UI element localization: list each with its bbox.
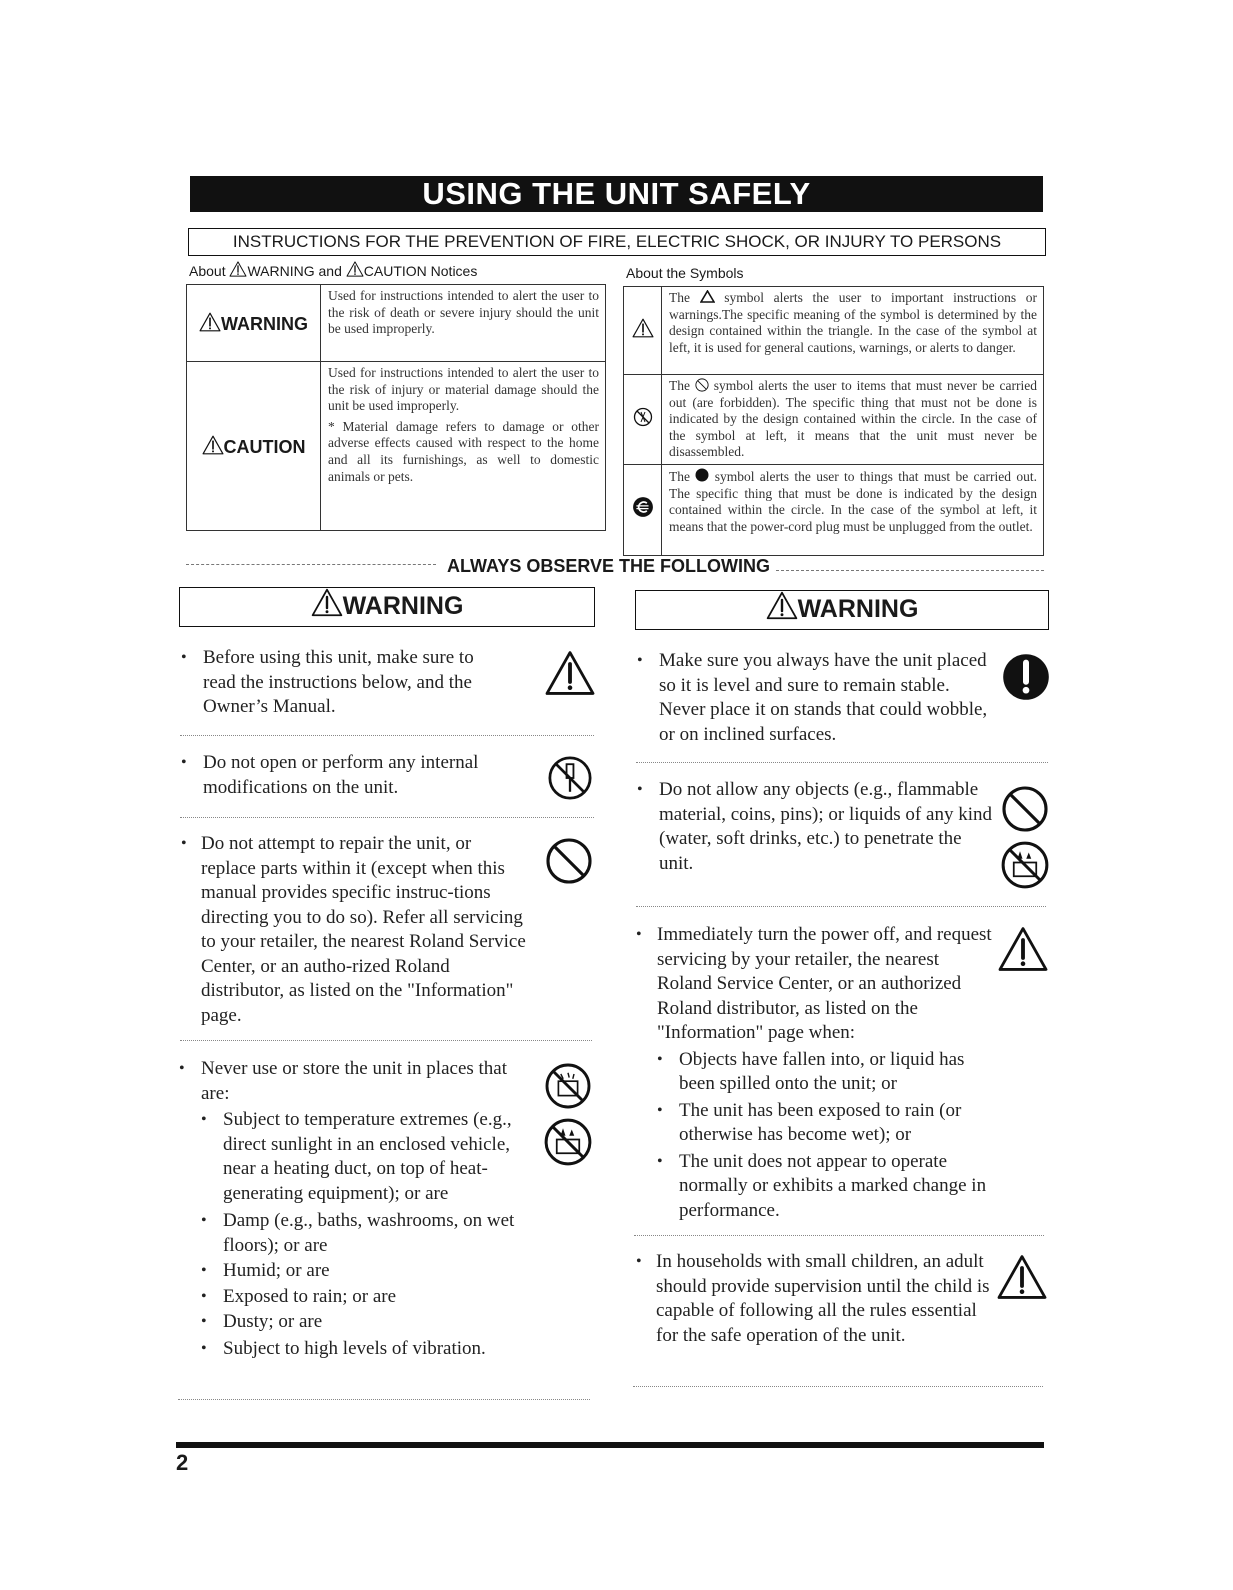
warning-triangle-icon (632, 318, 654, 338)
observe-rule-left (186, 564, 436, 565)
caution-label: CAUTION (223, 436, 306, 457)
bullet: • (181, 649, 187, 666)
caution-label-cell (187, 362, 321, 531)
separator (180, 817, 594, 818)
warning-description: Used for instructions intended to alert the user to the risk of death or severe injury should the unit be used improperly. (321, 285, 606, 362)
bullet: • (181, 754, 187, 771)
mandatory-exclamation-icon (1002, 653, 1050, 701)
left-item-text: Do not attempt to repair the unit, or replace parts within it (except when this manual provides specific instruc-tions directing you to do so). Refer all servicing to your retailer, the nearest Roland Service Center, or an autho-rized Roland distributor, as listed on the "Information" page. (201, 833, 526, 1026)
bullet: • (657, 1101, 663, 1119)
left-item-no-modify (181, 751, 521, 800)
symbols-table (623, 286, 1044, 556)
bullet: • (201, 1262, 207, 1279)
bullet: • (181, 835, 187, 852)
warning-triangle-icon (229, 261, 247, 277)
caution-note: * Material damage refers to damage or other adverse effects caused with respect to the home and all its furnishings, as well to domestic animals or pets. (328, 418, 599, 484)
bullet: • (636, 926, 642, 943)
separator (634, 1235, 1044, 1236)
bullet: • (201, 1339, 207, 1357)
observe-rule-right (776, 570, 1044, 571)
notices-heading-mid: WARNING and (247, 263, 346, 279)
sub-item-text: Humid; or are (223, 1260, 330, 1281)
symbol-desc-prefix: The (669, 378, 695, 393)
sub-item-text: Subject to temperature extremes (e.g., direct sunlight in an enclosed vehicle, near a heating duct, on top of heat-generating equipment); or are (223, 1109, 512, 1204)
warning-label: WARNING (221, 313, 308, 334)
notices-heading (189, 261, 477, 279)
notices-table (186, 284, 606, 531)
power-off-sub-item (657, 1099, 996, 1148)
caution-triangle-icon (997, 926, 1049, 972)
symbol-desc-mandatory (662, 464, 1044, 555)
power-off-sublist (657, 1048, 996, 1224)
bullet: • (637, 652, 643, 669)
right-item-power-off (636, 923, 996, 1223)
storage-sub-item (201, 1108, 524, 1206)
symbol-cell-triangle (624, 287, 662, 375)
bullet: • (201, 1111, 207, 1128)
left-item-storage-places (179, 1057, 524, 1361)
warning-box-label: WARNING (342, 592, 464, 620)
warning-triangle-icon (199, 312, 221, 332)
do-not-disassemble-icon (547, 755, 593, 801)
storage-sub-item (201, 1209, 524, 1258)
caution-triangle-icon (544, 650, 596, 696)
notices-heading-post: CAUTION Notices (363, 263, 478, 279)
footer-rule (176, 1442, 1044, 1448)
bullet: • (636, 1253, 642, 1270)
bullet: • (201, 1212, 207, 1229)
symbol-desc-prefix: The (669, 290, 700, 305)
bullet: • (637, 781, 643, 798)
prohibition-circle-icon (695, 378, 709, 392)
page-number: 2 (176, 1450, 189, 1475)
sub-item-text: Damp (e.g., baths, washrooms, on wet floors); or are (223, 1210, 515, 1256)
caution-description (321, 362, 606, 531)
sub-item-text: Subject to high levels of vibration. (223, 1337, 486, 1359)
bullet: • (657, 1050, 663, 1068)
right-item-text: Make sure you always have the unit placed so it is level and sure to remain stable. Never place it on stands that could wobble, or on inclined surfaces. (659, 650, 988, 745)
separator (180, 735, 594, 736)
unplug-icon (632, 496, 654, 518)
triangle-icon (700, 290, 715, 303)
separator (636, 906, 1046, 907)
prohibition-icon (1001, 785, 1049, 833)
instructions-heading: INSTRUCTIONS FOR THE PREVENTION OF FIRE, ELECTRIC SHOCK, OR INJURY TO PERSONS (188, 228, 1046, 256)
caution-triangle-icon (202, 435, 224, 455)
sub-item-text: The unit has been exposed to rain (or otherwise has become wet); or (679, 1099, 962, 1145)
power-off-sub-item (657, 1048, 996, 1097)
left-item-text: Do not open or perform any internal modifications on the unit. (203, 752, 479, 798)
sub-item-text: Dusty; or are (223, 1311, 323, 1332)
page-banner-title: USING THE UNIT SAFELY (190, 176, 1043, 212)
right-item-text: Immediately turn the power off, and request servicing by your retailer, the nearest Roland Service Center, or an authorized Roland distributor, as listed on the "Information" page when: (657, 924, 992, 1043)
always-observe-heading: ALWAYS OBSERVE THE FOLLOWING (447, 556, 771, 576)
warning-box-label: WARNING (797, 595, 919, 623)
symbol-desc-triangle (662, 287, 1044, 375)
symbol-desc-prefix: The (669, 468, 696, 484)
left-item-text: Never use or store the unit in places that are: (201, 1058, 508, 1104)
warning-triangle-icon (311, 588, 343, 617)
symbols-heading: About the Symbols (626, 265, 744, 281)
right-item-no-objects (637, 778, 997, 876)
left-item-no-repair (181, 832, 526, 1028)
notices-heading-pre: About (189, 263, 230, 279)
no-wet-place-icon (544, 1062, 592, 1110)
power-off-sub-item (657, 1150, 996, 1224)
warning-label-cell (187, 285, 321, 362)
bullet: • (179, 1060, 185, 1077)
sub-item-text: The unit does not appear to operate normally or exhibits a marked change in performance. (679, 1150, 987, 1221)
right-item-children (636, 1250, 996, 1348)
right-item-text: Do not allow any objects (e.g., flammable material, coins, pins); or liquids of any kind (water, soft drinks, etc.) to penetrate the unit. (659, 779, 992, 874)
storage-sub-item (201, 1259, 524, 1284)
left-item-text: Before using this unit, make sure to read the instructions below, and the Owner’s Manual. (203, 647, 474, 717)
storage-sub-item (201, 1310, 524, 1335)
separator (636, 762, 1048, 763)
symbol-desc-text: symbol alerts the user to important instructions or warnings.The specific meaning of the symbol is determined by the design contained within the triangle. In the case of the symbol at left, it is used for general cautions, warnings, or alerts to danger. (669, 290, 1037, 355)
warning-triangle-icon (766, 591, 798, 620)
sub-item-text: Exposed to rain; or are (223, 1285, 397, 1307)
sub-item-text: Objects have fallen into, or liquid has been spilled onto the unit; or (679, 1048, 965, 1094)
storage-sub-item (201, 1285, 524, 1310)
caution-triangle-icon (996, 1254, 1048, 1300)
symbol-cell-prohibition (624, 375, 662, 465)
do-not-disassemble-icon (633, 407, 653, 427)
caution-triangle-icon (346, 261, 364, 277)
storage-sub-item (201, 1337, 524, 1362)
symbol-cell-mandatory (624, 464, 662, 555)
left-item-read-manual (181, 646, 511, 720)
no-liquid-icon (1000, 840, 1050, 890)
caution-text: Used for instructions intended to alert the user to the risk of injury or material damage should the unit be used improperly. (328, 365, 599, 414)
storage-sublist (201, 1108, 524, 1361)
symbol-desc-text: symbol alerts the user to things that must be carried out. The specific thing that must be done is indicated by the design contained within the circle. In the case of the symbol at left, it means that the power-cord plug must be unplugged from the outlet. (669, 468, 1037, 534)
symbol-desc-text: symbol alerts the user to items that must never be carried out (are forbidden). The specific thing that must not be done is indicated by the design contained within the circle. In the case of the symbol at left, it means that the unit must never be disassembled. (669, 378, 1037, 460)
no-liquid-icon (543, 1117, 593, 1167)
symbol-desc-prohibition (662, 375, 1044, 465)
bullet: • (201, 1287, 207, 1305)
warning-box-right (635, 590, 1049, 630)
filled-circle-icon (695, 468, 709, 482)
separator (178, 1399, 590, 1400)
separator (180, 1040, 592, 1041)
bullet: • (657, 1152, 663, 1170)
prohibition-icon (545, 837, 593, 885)
warning-box-left (179, 587, 595, 627)
bullet: • (201, 1313, 207, 1330)
right-item-text: In households with small children, an adult should provide supervision until the child is capable of following all the rules essential for the safe operation of the unit. (656, 1251, 990, 1346)
separator (633, 1386, 1043, 1387)
right-item-level-placement (637, 649, 997, 747)
